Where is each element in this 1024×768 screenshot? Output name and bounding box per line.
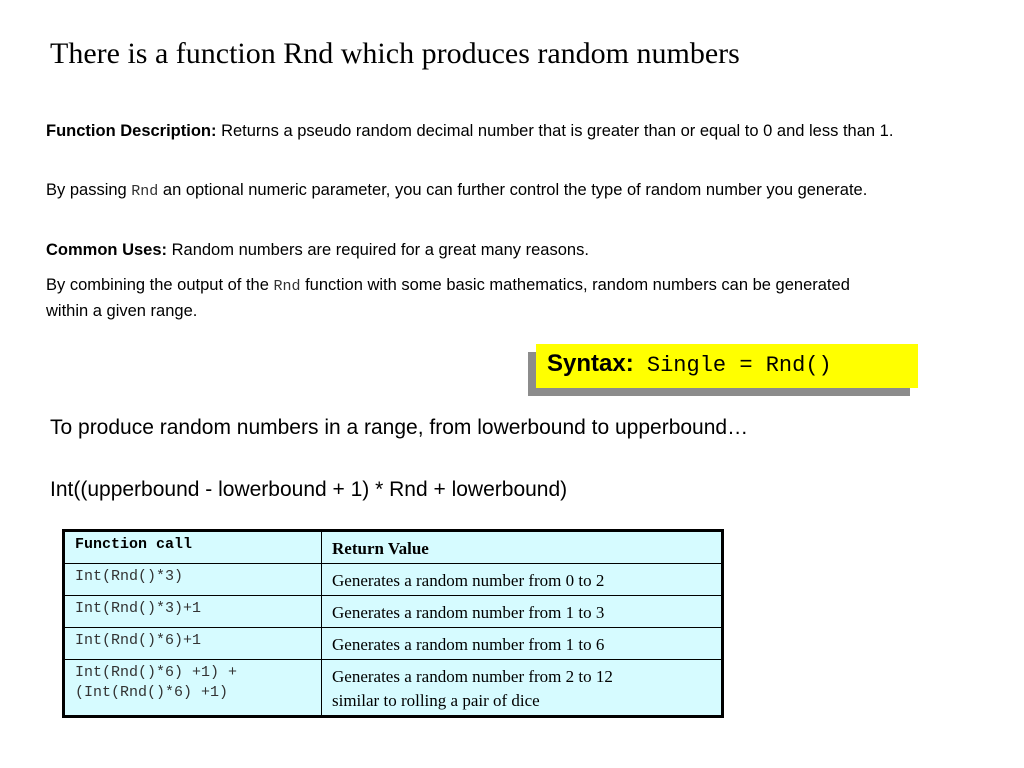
table-row <box>64 628 723 660</box>
combining-code-rnd: Rnd <box>273 278 301 295</box>
function-description-paragraph <box>46 119 896 143</box>
parameter-code-rnd: Rnd <box>131 183 159 200</box>
return-value-text: Generates a random number from 1 to 6 <box>332 635 605 654</box>
common-uses-label: Common Uses: <box>46 241 168 259</box>
function-description-text: Returns a pseudo random decimal number that is greater than or equal to 0 and less than 1. <box>216 122 894 140</box>
header-function-call: Function call <box>64 531 322 564</box>
return-value-text: Generates a random number from 1 to 3 <box>332 603 605 622</box>
function-call-text: Int(Rnd()*6) +1) + <box>75 664 238 681</box>
return-value-cell <box>322 596 723 628</box>
slide-title: There is a function Rnd which produces random numbers <box>50 37 740 70</box>
function-call-text: Int(Rnd()*3)+1 <box>75 600 202 617</box>
function-call-cell <box>64 596 322 628</box>
function-description-label: Function Description: <box>46 122 217 140</box>
range-description: To produce random numbers in a range, from lowerbound to upperbound… <box>50 416 749 439</box>
range-formula: Int((upperbound - lowerbound + 1) * Rnd + lowerbound) <box>50 478 568 501</box>
function-call-cell <box>64 564 322 596</box>
combining-paragraph <box>46 273 896 323</box>
return-value-text: Generates a random number from 2 to 12 <box>332 667 613 686</box>
combining-text-before: By combining the output of the <box>46 276 274 294</box>
common-uses-paragraph <box>46 238 896 262</box>
return-value-cell <box>322 564 723 596</box>
table-row <box>64 564 723 596</box>
function-call-cell <box>64 660 322 717</box>
function-call-text: (Int(Rnd()*6) +1) <box>75 684 229 701</box>
return-value-text: similar to rolling a pair of dice <box>332 691 540 710</box>
table-row <box>64 660 723 717</box>
return-value-cell <box>322 628 723 660</box>
parameter-text-before: By passing <box>46 181 132 199</box>
return-value-cell <box>322 660 723 717</box>
syntax-label: Syntax: <box>547 350 634 377</box>
header-return-value: Return Value <box>322 531 723 564</box>
syntax-box <box>536 344 918 388</box>
function-call-text: Int(Rnd()*3) <box>75 568 184 585</box>
parameter-paragraph <box>46 178 896 204</box>
common-uses-text: Random numbers are required for a great many reasons. <box>167 241 589 259</box>
function-call-text: Int(Rnd()*6)+1 <box>75 632 202 649</box>
syntax-code: Single = Rnd() <box>633 353 832 378</box>
function-call-table <box>62 529 724 718</box>
parameter-text-after: an optional numeric parameter, you can further control the type of random number you generate. <box>158 181 868 199</box>
function-call-cell <box>64 628 322 660</box>
table-header-row <box>64 531 723 564</box>
table-row <box>64 596 723 628</box>
combining-text-after: function with some basic mathematics, random numbers can be generated within a given range. <box>46 276 850 320</box>
return-value-text: Generates a random number from 0 to 2 <box>332 571 605 590</box>
